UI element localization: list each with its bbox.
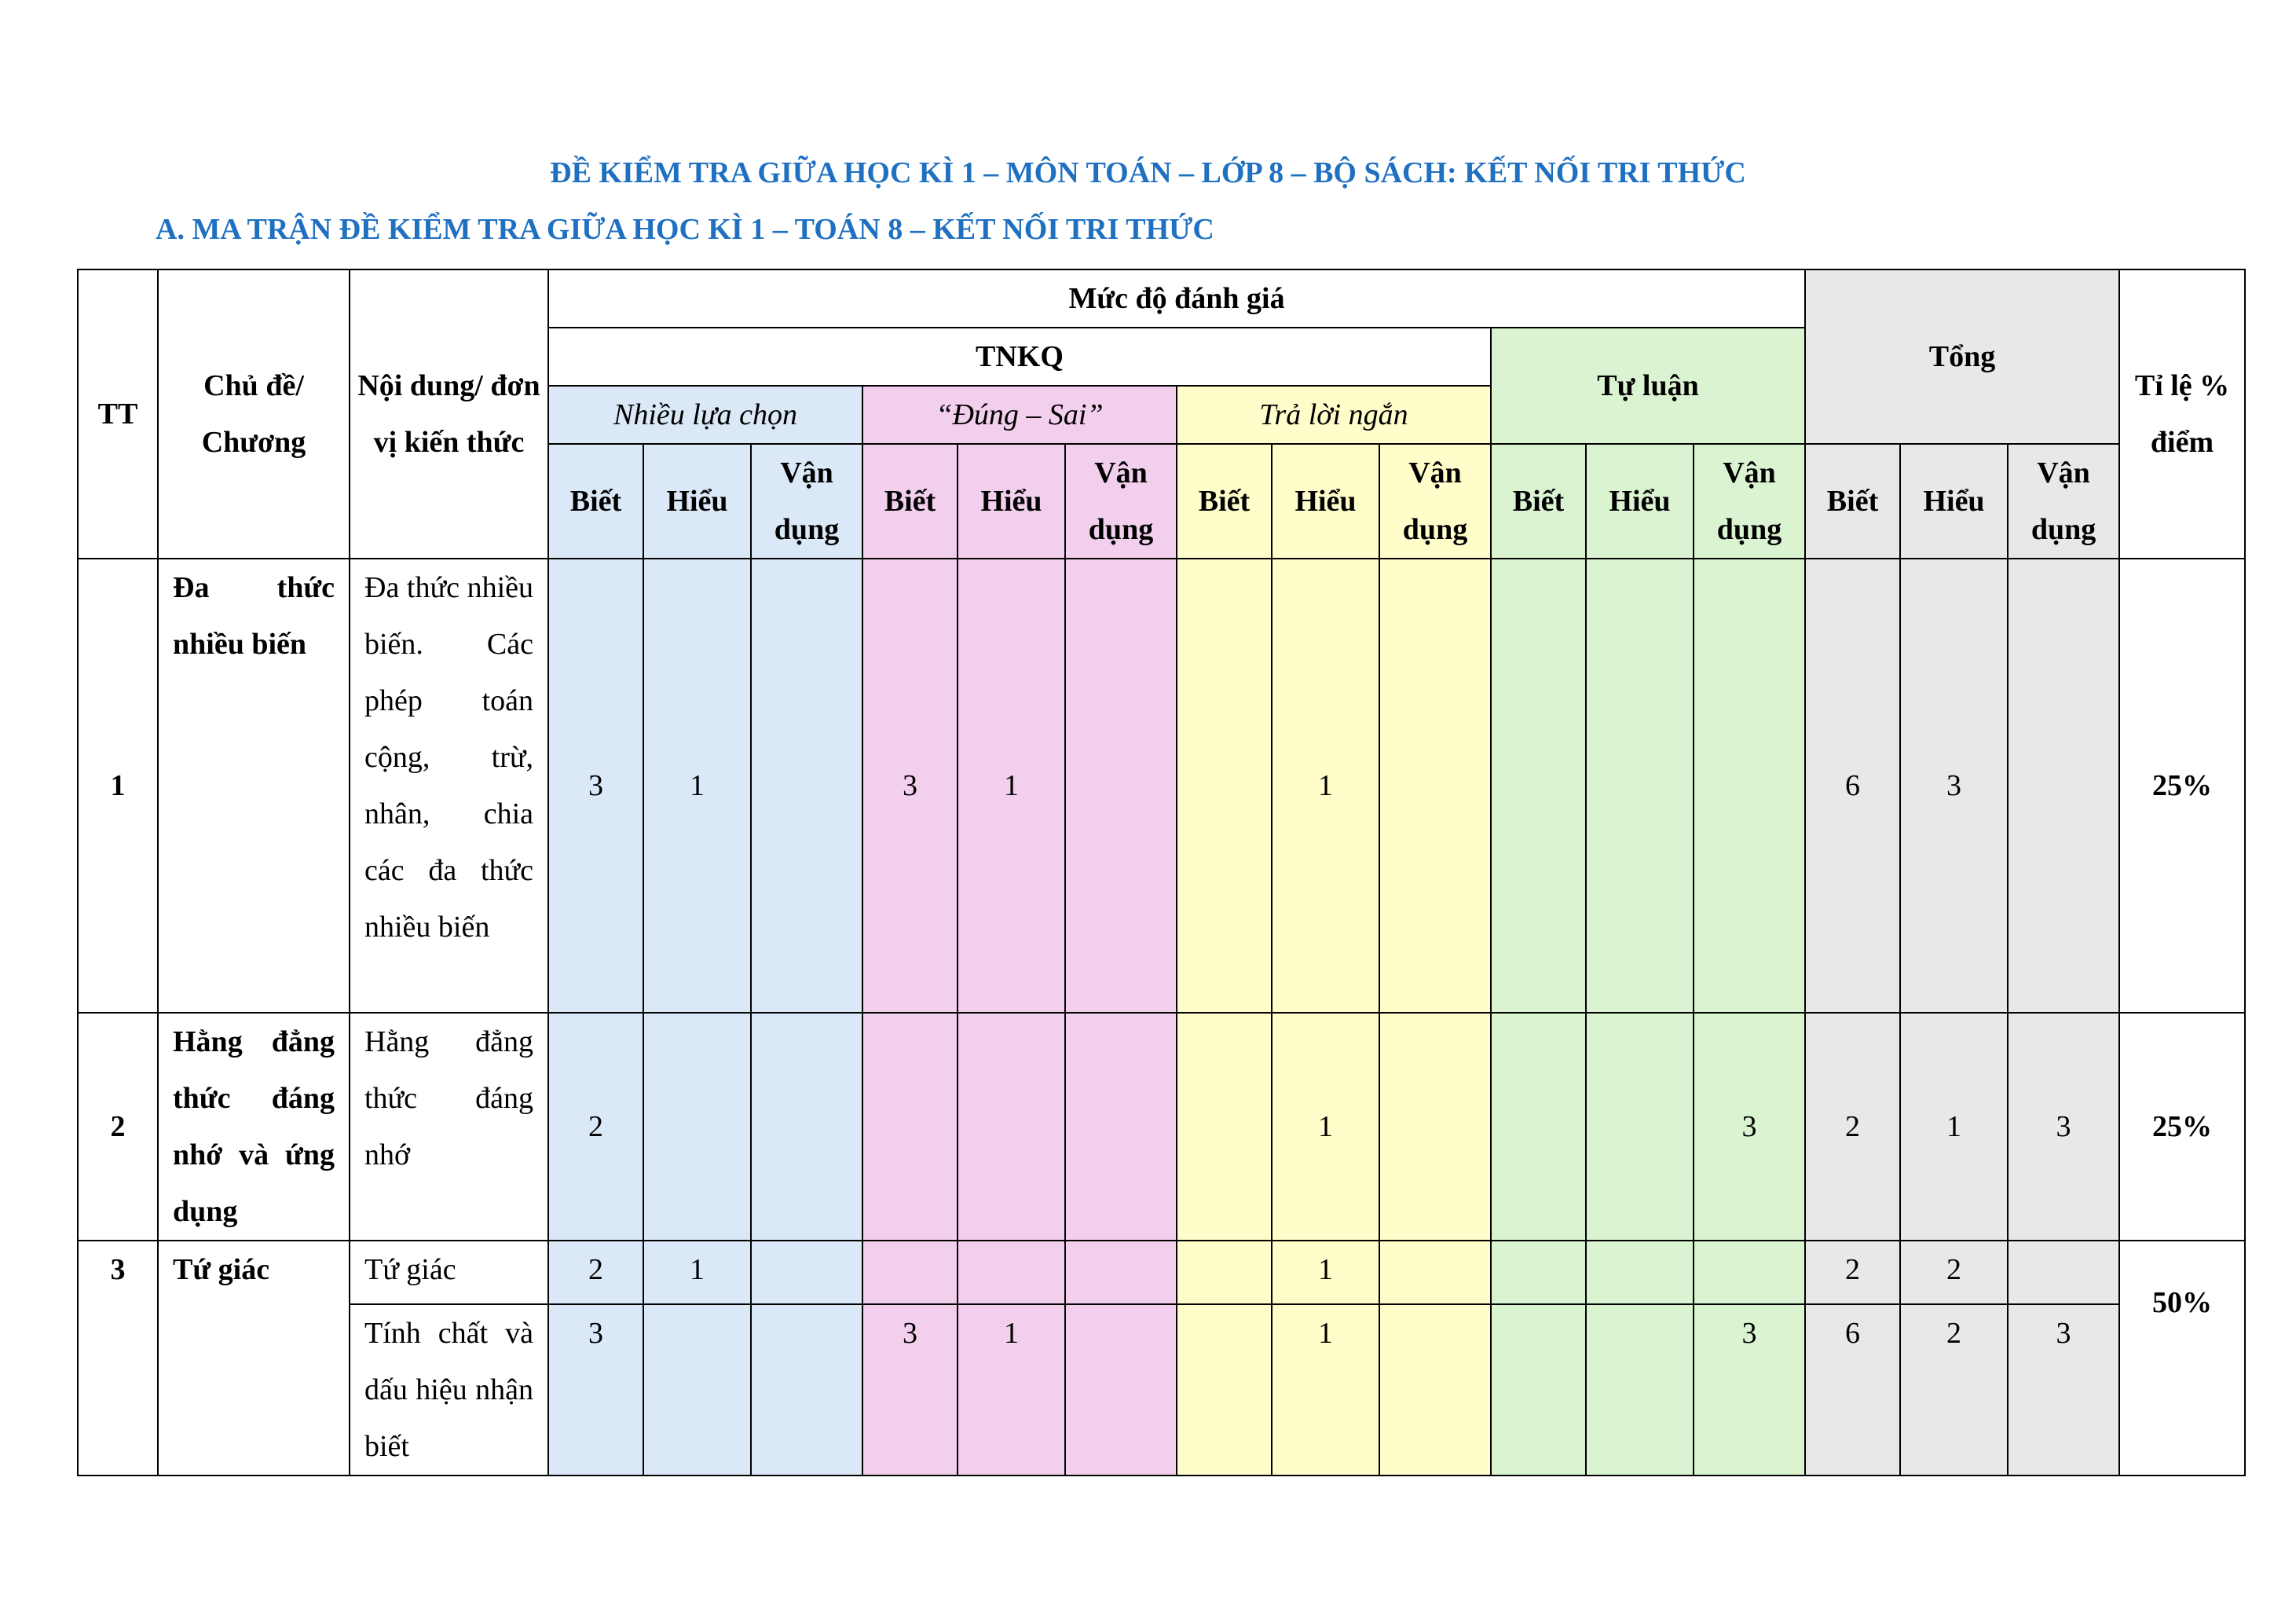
cell-value [751,1013,862,1241]
header-tu-luan: Tự luận [1491,328,1805,444]
table-row [78,1304,2245,1476]
row-chu-de: Tứ giác [158,1241,350,1476]
cell-value: 2 [1805,1013,1900,1241]
cell-value [1586,1013,1694,1241]
header-row-1 [78,269,2245,328]
table-row [78,559,2245,1013]
cell-value [862,1241,958,1304]
cell-value: 1 [958,559,1065,1013]
cell-value: 3 [1694,1013,1805,1241]
row-noi-dung: Tứ giác [350,1241,548,1304]
header-chu-de: Chủ đề/ Chương [158,269,350,559]
cell-value [751,1241,862,1304]
cell-value [1177,1241,1272,1304]
cell-value [1586,1241,1694,1304]
header-tt: TT [78,269,158,559]
row-noi-dung: Đa thức nhiều biến. Các phép toán cộng, trừ, nhân, chia các đa thức nhiều biến [350,559,548,1013]
row-ti-le: 50% [2119,1241,2245,1476]
cell-value: 1 [1272,1013,1379,1241]
level-hieu: Hiểu [643,444,751,559]
cell-value [1491,1241,1586,1304]
row-chu-de: Hằng đẳng thức đáng nhớ và ứng dụng [158,1013,350,1241]
cell-value: 3 [548,559,643,1013]
cell-value: 6 [1805,1304,1900,1476]
level-biet: Biết [1491,444,1586,559]
cell-value: 3 [548,1304,643,1476]
header-muc-do-danh-gia: Mức độ đánh giá [548,269,1805,328]
cell-value [1379,1013,1491,1241]
cell-value: 1 [1272,1241,1379,1304]
cell-value: 1 [1272,559,1379,1013]
cell-value: 6 [1805,559,1900,1013]
cell-value [1065,1241,1177,1304]
table-row [78,1241,2245,1304]
row-chu-de: Đa thức nhiều biến [158,559,350,1013]
cell-value: 3 [1694,1304,1805,1476]
header-ti-le: Tỉ lệ % điểm [2119,269,2245,559]
level-van-dung: Vận dụng [1694,444,1805,559]
level-hieu: Hiểu [958,444,1065,559]
row-noi-dung: Tính chất và dấu hiệu nhận biết [350,1304,548,1476]
cell-value: 3 [2008,1304,2119,1476]
level-hieu: Hiểu [1900,444,2008,559]
cell-value [1694,559,1805,1013]
cell-value: 2 [1805,1241,1900,1304]
row-ti-le: 25% [2119,559,2245,1013]
cell-value [2008,1241,2119,1304]
row-tt: 3 [78,1241,158,1476]
cell-value [1379,559,1491,1013]
level-biet: Biết [1177,444,1272,559]
section-heading: A. MA TRẬN ĐỀ KIỂM TRA GIỮA HỌC KÌ 1 – TOÁN 8 – KẾT NỐI TRI THỨC [156,213,1214,246]
cell-value: 1 [1900,1013,2008,1241]
header-noi-dung: Nội dung/ đơn vị kiến thức [350,269,548,559]
cell-value [1065,559,1177,1013]
cell-value: 1 [643,559,751,1013]
level-van-dung: Vận dụng [751,444,862,559]
header-tnkq: TNKQ [548,328,1491,386]
level-hieu: Hiểu [1586,444,1694,559]
cell-value: 2 [1900,1241,2008,1304]
cell-value: 3 [862,559,958,1013]
header-tra-loi-ngan: Trả lời ngắn [1177,386,1491,444]
level-biet: Biết [1805,444,1900,559]
cell-value: 2 [548,1013,643,1241]
table-row [78,1013,2245,1241]
cell-value [1177,559,1272,1013]
cell-value [1379,1241,1491,1304]
cell-value: 3 [2008,1013,2119,1241]
cell-value: 3 [862,1304,958,1476]
cell-value [643,1304,751,1476]
header-tong: Tổng [1805,269,2119,444]
level-biet: Biết [548,444,643,559]
level-van-dung: Vận dụng [1379,444,1491,559]
cell-value [1065,1013,1177,1241]
header-nhieu-lua-chon: Nhiều lựa chọn [548,386,862,444]
cell-value [1491,1013,1586,1241]
cell-value [862,1013,958,1241]
document-title: ĐỀ KIỂM TRA GIỮA HỌC KÌ 1 – MÔN TOÁN – LỚP 8 – BỘ SÁCH: KẾT NỐI TRI THỨC [550,156,1746,189]
cell-value [643,1013,751,1241]
level-van-dung: Vận dụng [1065,444,1177,559]
cell-value: 2 [1900,1304,2008,1476]
cell-value [1491,1304,1586,1476]
cell-value [1694,1241,1805,1304]
cell-value [1177,1013,1272,1241]
cell-value [751,559,862,1013]
cell-value [2008,559,2119,1013]
cell-value: 1 [643,1241,751,1304]
cell-value [958,1013,1065,1241]
cell-value [1586,559,1694,1013]
cell-value [1379,1304,1491,1476]
cell-value [1177,1304,1272,1476]
cell-value: 3 [1900,559,2008,1013]
row-noi-dung: Hằng đẳng thức đáng nhớ [350,1013,548,1241]
cell-value [1586,1304,1694,1476]
cell-value [1065,1304,1177,1476]
level-hieu: Hiểu [1272,444,1379,559]
level-van-dung: Vận dụng [2008,444,2119,559]
cell-value: 1 [958,1304,1065,1476]
assessment-matrix-table [77,269,2246,1476]
cell-value: 1 [1272,1304,1379,1476]
cell-value [958,1241,1065,1304]
row-tt: 1 [78,559,158,1013]
cell-value: 2 [548,1241,643,1304]
header-dung-sai: “Đúng – Sai” [862,386,1177,444]
row-tt: 2 [78,1013,158,1241]
cell-value [751,1304,862,1476]
level-biet: Biết [862,444,958,559]
cell-value [1491,559,1586,1013]
row-ti-le: 25% [2119,1013,2245,1241]
